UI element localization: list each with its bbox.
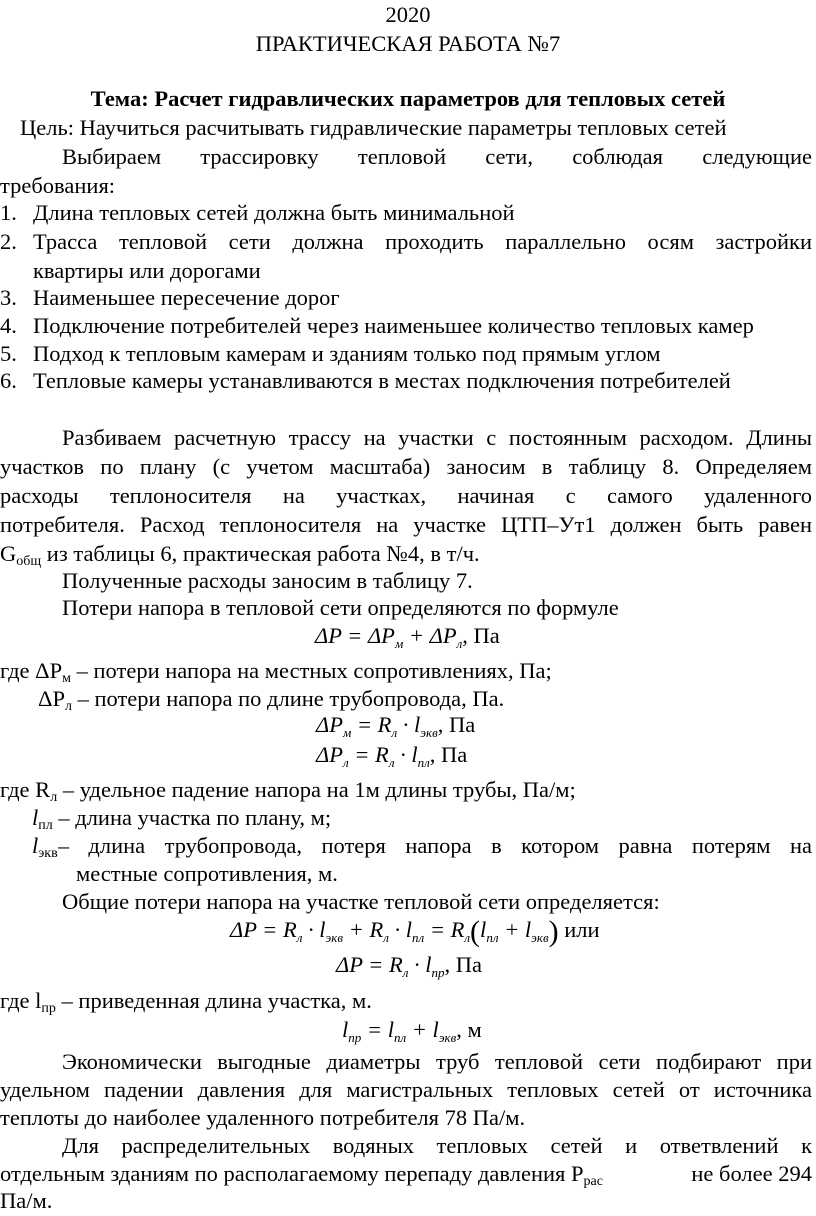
f2-s3: экв — [420, 725, 438, 740]
list-text: Подход к тепловым камерам и зданиям только под прямым углом — [33, 341, 661, 366]
f2-b: = R — [351, 712, 392, 737]
def3-symbol: где R — [0, 777, 51, 802]
f6-unit: , м — [456, 1017, 482, 1042]
list-number: 2. — [0, 229, 17, 254]
f4-f: l — [480, 917, 487, 942]
f4-d: · l — [388, 917, 413, 942]
f1-sub1: м — [394, 636, 404, 651]
f6-s2: пл — [393, 1030, 407, 1045]
def-specific-loss — [0, 775, 816, 805]
def4-symbol: l — [32, 805, 39, 830]
def1-symbol: где ΔР — [0, 658, 63, 683]
def5-symbol-wrap — [32, 831, 58, 861]
para4: Общие потери напора на участке тепловой сети определяется: — [62, 889, 660, 914]
def1-sub: м — [62, 671, 72, 686]
intro-line-1: Выбираем трассировку тепловой сети, соблюдая следующие — [62, 144, 812, 169]
f1-sub2: л — [456, 636, 463, 651]
para6-line2-tail: не более 294 — [691, 1161, 812, 1186]
p-ras-sub: рас — [583, 1174, 603, 1189]
f6-a: l — [342, 1017, 349, 1042]
para6-line1: Для распределительных водяных тепловых сетей и ответвлений к — [62, 1133, 812, 1158]
list-text: Трасса тепловой сети должна проходить параллельно осям застройки — [33, 229, 812, 254]
list-text: квартиры или дорогами — [33, 258, 261, 283]
goal-line: Цель: Научиться расчитывать гидравлические параметры тепловых сетей — [20, 115, 727, 140]
formula-reduced — [336, 950, 816, 980]
def-reduced-length — [0, 986, 816, 1016]
f4-a: ΔP = R — [230, 917, 297, 942]
f4-s1: л — [296, 930, 303, 945]
list-text: Наименьшее пересечение дорог — [33, 285, 340, 310]
list-text: Длина тепловых сетей должна быть минимальной — [33, 200, 515, 225]
list-number: 1. — [0, 200, 17, 225]
def3-text: – удельное падение напора на 1м длины трубы, Па/м; — [57, 777, 576, 802]
formula-local-loss — [316, 710, 816, 740]
f5-b: · l — [408, 952, 432, 977]
formula-general — [230, 915, 816, 947]
f2-s2: л — [391, 725, 398, 740]
def2-text: – потери напора по длине трубопровода, Па. — [71, 686, 505, 711]
f4-s6: пл — [486, 930, 499, 945]
def5-symbol: l — [32, 833, 39, 858]
close-paren: ) — [548, 915, 559, 948]
f6-s3: экв — [438, 1030, 457, 1045]
def4-text: – длина участка по плану, м; — [52, 805, 332, 830]
para2: Полученные расходы заносим в таблицу 7. — [62, 568, 473, 593]
formula-length-loss — [316, 740, 816, 770]
para6-text: отдельным зданиям по располагаемому перепаду давления Р — [0, 1161, 584, 1186]
open-paren: ( — [470, 915, 481, 948]
f5-unit: , Па — [444, 952, 483, 977]
list-number: 4. — [0, 313, 17, 338]
para1-line3: расходы теплоносителя на участках, начиная с самого удаленного — [0, 483, 812, 508]
g-symbol: G — [0, 541, 17, 566]
f1-mid: + ΔP — [403, 623, 457, 648]
f2-c: · l — [397, 712, 421, 737]
para5-line2: удельном падении давления для магистральных тепловых сетей от источника — [0, 1077, 812, 1102]
list-text: Тепловые камеры устанавливаются в местах подключения потребителей — [33, 368, 731, 393]
page-title: ПРАКТИЧЕСКАЯ РАБОТА №7 — [255, 31, 561, 56]
def-plan-length — [32, 803, 816, 833]
para6-line2-a — [0, 1159, 603, 1189]
year: 2020 — [385, 2, 431, 27]
f5-s1: л — [402, 965, 409, 980]
f3-c: · l — [394, 742, 418, 767]
f4-s7: экв — [531, 930, 549, 945]
f4-s5: л — [464, 930, 471, 945]
g-subscript: общ — [16, 554, 42, 569]
f2-unit: , Па — [437, 712, 476, 737]
f2-s1: м — [342, 725, 352, 740]
f1-unit: , Па — [462, 623, 500, 648]
def5-text: – длина трубопровода, потеря напора в котором равна потерям на — [57, 833, 812, 858]
f1-lhs: ΔP = ΔP — [315, 623, 395, 648]
def5-sub: экв — [38, 846, 58, 861]
f5-s2: пр — [431, 965, 445, 980]
f2-a: ΔP — [316, 712, 343, 737]
f4-s4: пл — [412, 930, 425, 945]
def-equivalent-length-cont: местные сопротивления, м. — [76, 861, 338, 886]
list-number: 5. — [0, 341, 17, 366]
list-number: 3. — [0, 285, 17, 310]
para1-line2: участков по плану (с учетом масштаба) заносим в таблицу 8. Определяем — [0, 454, 812, 479]
def1-text: – потери напора на местных сопротивлениях, Па; — [71, 658, 552, 683]
f4-g: + l — [498, 917, 532, 942]
f3-s2: л — [388, 755, 395, 770]
def-local-loss — [0, 656, 816, 686]
list-text: Подключение потребителей через наименьшее количество тепловых камер — [33, 313, 754, 338]
def6-sub: пр — [41, 1001, 56, 1016]
formula-reduced-length — [342, 1015, 816, 1045]
para6-line3: Па/м. — [0, 1188, 53, 1213]
para1-line5-text: из таблицы 6, практическая работа №4, в т/ч. — [41, 541, 480, 566]
f3-b: = R — [348, 742, 389, 767]
para3: Потери напора в тепловой сети определяются по формуле — [62, 595, 619, 620]
para1-line1: Разбиваем расчетную трассу на участки с постоянным расходом. Длины — [62, 425, 812, 450]
f3-s1: л — [342, 755, 349, 770]
f6-s1: пр — [348, 1030, 362, 1045]
f4-s3: л — [383, 930, 389, 945]
def4-sub: пл — [38, 818, 53, 833]
f3-s3: пл — [417, 755, 430, 770]
formula-total-loss — [315, 621, 816, 651]
para1-line5 — [0, 539, 816, 569]
f3-unit: , Па — [429, 742, 468, 767]
para1-line4: потребителя. Расход теплоносителя на участке ЦТП–Ут1 должен быть равен — [0, 512, 812, 537]
f4-s2: экв — [325, 930, 344, 945]
para6-line2 — [0, 1159, 812, 1189]
f6-c: + l — [406, 1017, 439, 1042]
f4-c: + R — [343, 917, 384, 942]
f6-b: = l — [361, 1017, 394, 1042]
def6-text: – приведенная длина участка, м. — [55, 988, 372, 1013]
f4-e: = R — [424, 917, 465, 942]
topic-heading: Тема: Расчет гидравлических параметров для тепловых сетей — [90, 86, 726, 111]
intro-line-2: требования: — [0, 173, 116, 198]
f4-b: · l — [302, 917, 326, 942]
def2-sub: л — [64, 699, 72, 714]
def-equivalent-length — [32, 831, 812, 861]
para5-line3: теплоты до наиболее удаленного потребителя 78 Па/м. — [0, 1105, 526, 1130]
def3-sub: л — [50, 790, 58, 805]
f3-a: ΔP — [316, 742, 343, 767]
def6-symbol: где l — [0, 988, 42, 1013]
f5-a: ΔP = R — [336, 952, 403, 977]
para5-line1: Экономически выгодные диаметры труб тепловой сети подбирают при — [62, 1049, 812, 1074]
def2-symbol: ΔР — [38, 686, 65, 711]
list-number: 6. — [0, 368, 17, 393]
f4-tail: или — [558, 917, 600, 942]
